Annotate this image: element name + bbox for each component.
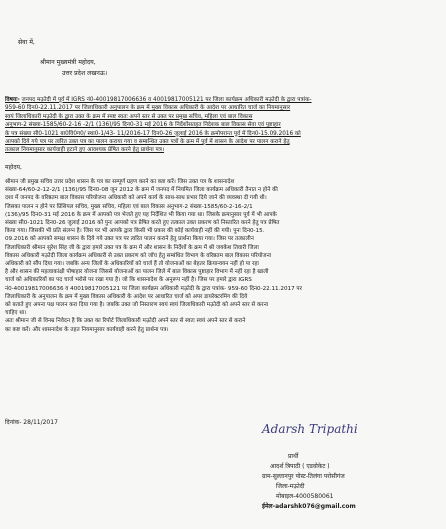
body-line: चार्ज को अधिकारियों का पद चार्ज भरोसे पर रखा गया है। जो कि शासनादेश के अनुरूप नहीं है। जिस पर हमारे द्वारा IGRS [5,277,252,284]
body-line: 09.2016 को आपको समक्ष शासन के दिये गये उक्त पत्र पर त्वरित पालन कराने हेतु प्रार्थना किया गया। जिस पर तत्कालीन [5,236,254,243]
subject-line-1 [5,96,437,104]
body-line: नं0-40019817006636 व 40019817005121 पर जिला कार्यक्रम अधिकारी मऊ़ोदी के द्वारा पत्रांक- 959-60 दिन0-22.11.2017 पर [5,285,302,292]
body-line: अतः श्रीमान जी से विनम्र निवेदन है कि उक्त का रिपोर्ट जिलाधिकारी मऊ़ोदी अपने स्तर से स्वतः स्वयं अपने स्तर से कराने [5,318,246,325]
date-line: दिनांक- 28/11/2017 [5,419,58,426]
body-line: जिसका पालन न होने पर प्रिंसिपल सचिव, मुख्य सचिव, महिला एवं बाल विकास अनुभाग-2 संख्या-1585/60-2-16-2/1 [5,203,253,210]
salutation-to: सेवा में, [18,39,35,46]
body-line: को बताते हुए अपना पक्ष पालन करा दिया गया है। जबकि उक्त जो निस्तारण स्वयं स्वयं जिलाधिकारी मऊ़ोदी को अपने स्तर से करना [5,302,269,309]
body-line: दशा में जनपद के वरिष्ठतम बाल विकास परियोजना अधिकारी को अपने कार्य के साथ-साथ प्रभार दिये जाने की व्यवस्था दी गयी थी। [5,195,267,202]
body-line: जिलाधिकारी श्रीमान सुरेश सिंह जी के द्वारा हमारे उक्त पत्र के क्रम में और शासन के निर्देशों के क्रम में श्री जयकेश तिवारी जिला [5,244,259,251]
body-line: जिलाधिकारी के अनुपालन के क्रम में मुख्य विकास अधिकारी के आदेश पर आधारित चार्ज को अपर डायरेक्टरमिंग की दिये [5,293,248,300]
body-line: (136)/95 दिन0-31 मई 2016 के क्रम में आपको पत्र भेजते हुए यह निर्देशित भी किया गया था। जिसके क्रमानुसार पूर्व में भी आपके [5,211,277,218]
signature-mobile: मोबाइल-4000580061 [276,493,334,500]
subject-line: स्वयं जिलाधिकारी मऊ़ोदी के द्वारा उक्त के क्रम में स्पष्ट स्वतः अपने स्तर से उक्त पर प्रमुख सचिव, महिला एवं बाल विकास [5,113,253,120]
recipient-location: उत्तर प्रदेश लखनऊ। [62,70,108,77]
subject-line: के पत्र संख्या सी0-1021 बा0वि0ग0/ स्था0-1/43- 11/2016-17 दिन0-26 जुलाई 2016 के क्रमोपरान्त पूर्व में दिन0-15.09.2016 को [5,130,301,137]
subject-line: 959-60 दिन0-22.11.2017 पर जिलाधिकारी अनुपालन के क्रम में मुख्य विकास अधिकारी के आदेश पर आधारित चार्ज का नियमानुसार [5,105,291,112]
body-line: चाहिए था। [5,310,27,317]
body-line: श्रीमान जी प्रमुख सचिव उत्तर प्रदेश शासन के पत्र का सम्पूर्ण ग्रहण करने का कष्ट करें। जिस उक्त पत्र के शासनादेश [5,179,235,185]
signature-address-1: ग्राम-सुल्तानपुर पोस्ट-तिलंगा परोसीगंज [262,473,345,480]
signature-name: आदर्श त्रिपाठी ( एडवोकेट ) [270,463,330,470]
body-line: संख्या सी0-1021 दिन0-26 जुलाई 2016 को पुनः आपको पत्र प्रेषित करते हुए तत्काल उक्त प्रकरण को निस्तारित करने हेतु पत्र प्रेषित [5,220,280,227]
signature-role: प्रार्थी [288,453,299,460]
subject-text: जनपद मऊ़ोदी में पूर्व में IGRS नं0-40019817006636 व 40019817005121 पर जिला कार्यक्रम अधिकारी मऊ़ोदी के द्वारा पत्रांक- [21,97,312,103]
salutation: महोदय, [5,164,22,171]
subject-block [5,96,437,155]
subject-line: तत्काल नियमानुसार कार्यवाही हटाने हुए आवश्यक प्रेषित करने हेतु प्रार्थना पत्र। [5,147,165,154]
body-line: अधिकारी को सौंप दिया गया। जबकि अन्य जिलों के अधिकारियों को चार्ज हैं तो योजनाओं का बेहतर क्रियान्वयन नहीं हो पा रहा [5,261,259,268]
handwritten-signature: Adarsh Tripathi [262,422,358,436]
subject-label: विषयः- [5,97,20,103]
letter-body [5,178,441,334]
recipient-title: श्रीमान मुख्यमंत्री महोदय, [40,59,96,66]
body-line: संख्या-64/60-2-12-2/1 (136)/95 दिन0-08 जून 2012 के क्रम में जनपद में नियमित जिला कार्यक्रम अधिकारी तैनात न होने की [5,187,278,194]
signature-address-2: जिला-मऊ़ोदी [276,483,305,490]
body-line: किया गया। जिसकी भी प्रति संलग्न है। जिस पर भी आपके द्वारा किसी भी प्रकार की कोई कार्यवाही नहीं की गयी। पुनः दिन0-15. [5,228,265,235]
body-line: विकास अधिकारी मऊ़ोदी जिला कार्यक्रम अधिकारी से उक्त प्रकरण को जाँच हेतु सम्बंधित विभाग के वरिष्ठतम बाल विकास परियोजना [5,252,272,259]
subject-line: अनुभाग-2 संख्या-1585/60-2-16 -2/1 (136)/95 दिन0-31 मई 2016 के निर्देशोंसतहत निदेशक बाल विकास सेवा एवं पुष्टाहार [5,122,281,129]
signature-email: ईमेल-adarshk076@gmail.com [262,503,356,510]
subject-line: आपको दिये गये पत्र पर त्वरित उक्त पत्र का पालन कराया गया व सम्बन्धित उक्त पत्रों के क्रम में पूर्व में शासन के आदेश पर पालन कराने हेतु [5,139,290,146]
body-line: है और शासन की महत्वाकांक्षी पोषाहार योजना जिससे योजनाओं का पालन जिले में बाल विकास पुष्टाहार विभाग में नहीं रहा है खाली [5,269,269,276]
body-line: का कष्ट करें। और शासनादेश के तहत नियमानुसार कार्यवाही करने हेतु प्रार्थना पत्र। [5,326,169,333]
